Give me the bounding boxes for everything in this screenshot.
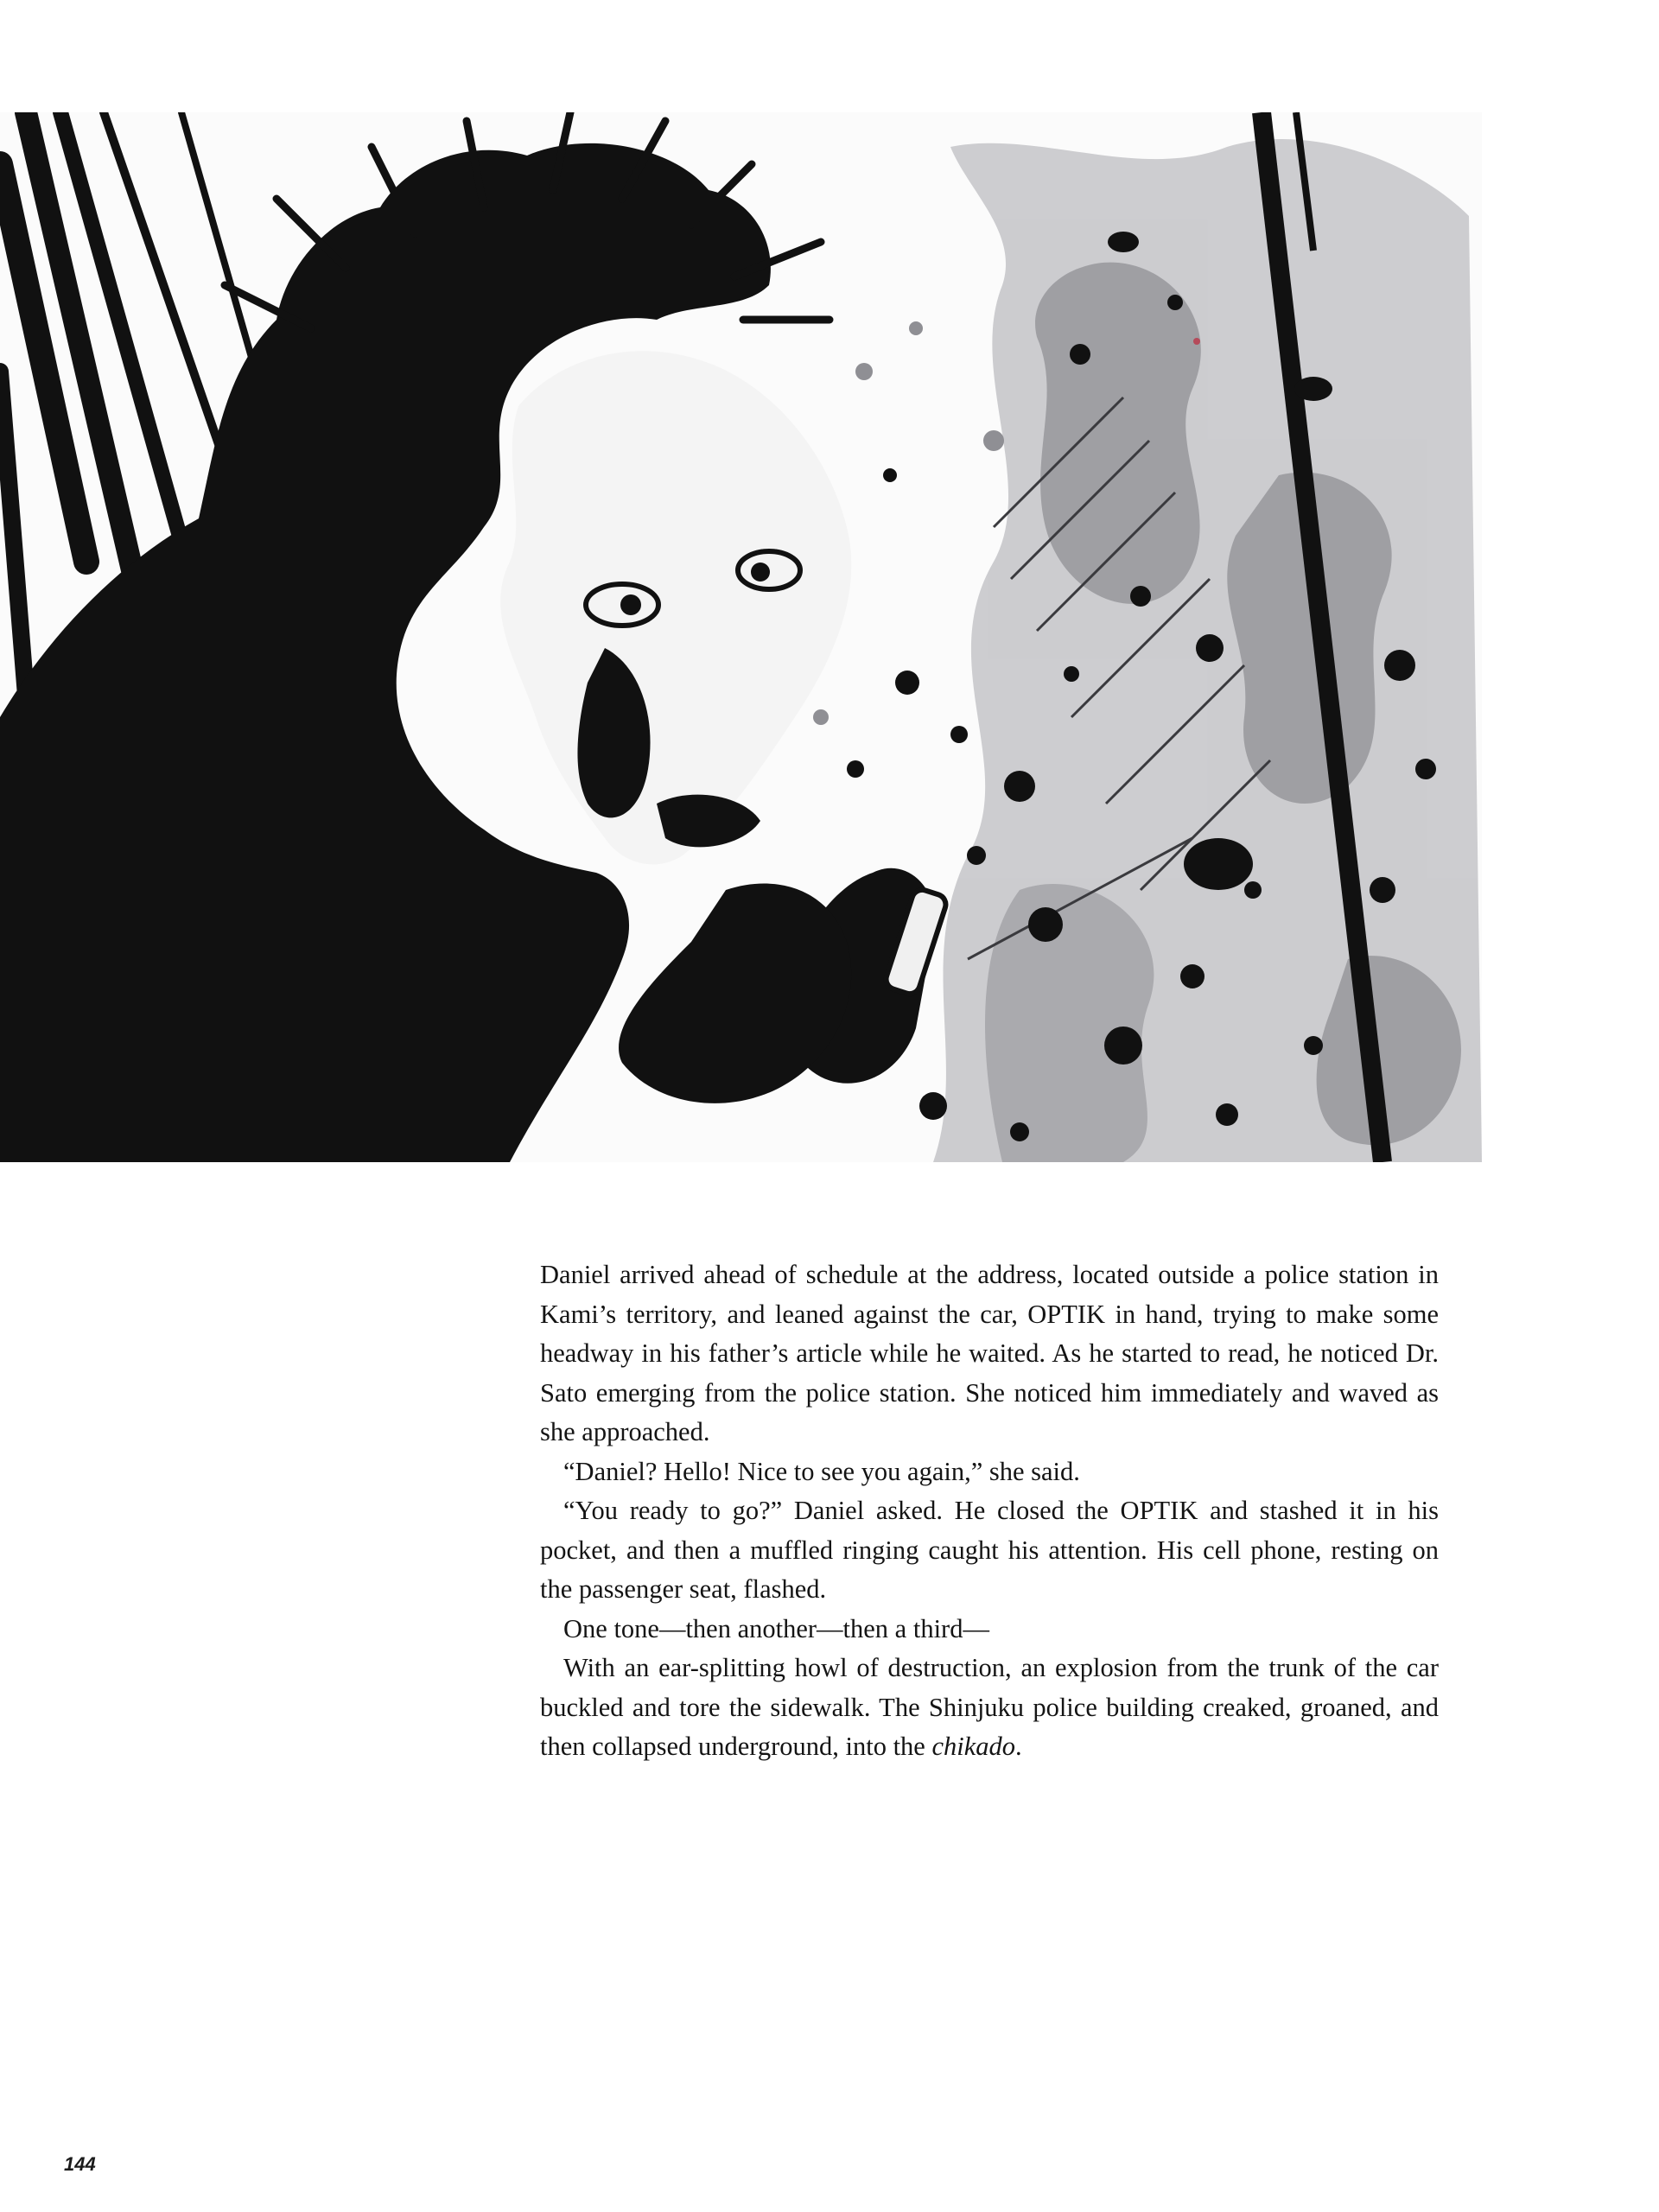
story-paragraph: One tone—then another—then a third— [563, 1613, 989, 1643]
page-number: 144 [64, 2153, 96, 2175]
story-text-tail: . [1015, 1732, 1022, 1761]
story-paragraph: “Daniel? Hello! Nice to see you again,” she said. [563, 1456, 1080, 1486]
story-paragraph: “You ready to go?” Daniel asked. He closed the OPTIK and stashed it in his pocket, and then a muffled ringing caught his attention. His cell phone, resting on the passenger seat, flashed. [540, 1496, 1439, 1604]
story-text [540, 1255, 1439, 1767]
story-paragraph: Daniel arrived ahead of schedule at the address, located outside a police station in Kami’s territory, and leaned against the car, OPTIK in hand, trying to make some headway in his father’s article while he waited. As he started to read, he noticed Dr. Sato emerging from the police station. She noticed him immediately and waved as she approached. [540, 1260, 1439, 1446]
ink-illustration [0, 112, 1482, 1162]
story-text-lead: With an ear-splitting howl of destruction, an explosion from the trunk of the car buckled and tore the sidewalk. The Shinjuku police building creaked, groaned, and then collapsed underground, into the [540, 1653, 1439, 1761]
story-paragraph-final [540, 1649, 1439, 1767]
story-text-emphasis: chikado [931, 1732, 1016, 1761]
ink-illustration-icon [0, 112, 1482, 1162]
